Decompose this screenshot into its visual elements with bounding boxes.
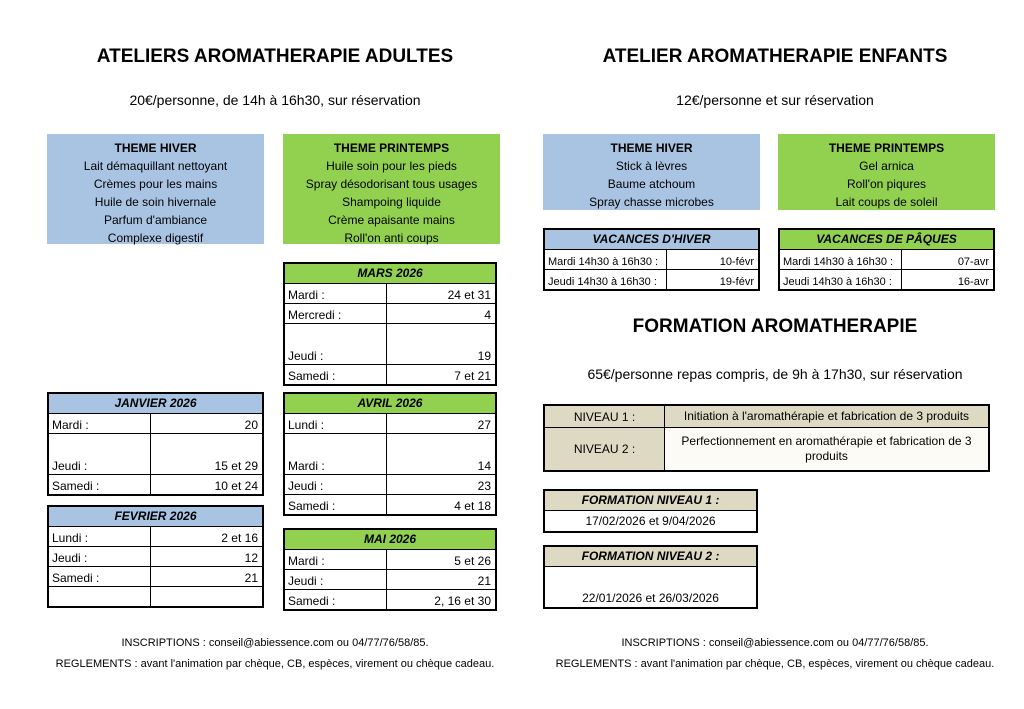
kids-title: ATELIER AROMATHERAPIE ENFANTS [602, 46, 948, 67]
table-row: Mardi : 20 [49, 414, 262, 434]
table-row: Mardi 14h30 à 16h30 : 07-avr [780, 250, 993, 270]
theme-item: Lait démaquillant nettoyant [83, 159, 228, 173]
table-header: VACANCES DE PÂQUES [780, 230, 993, 250]
theme-item: Crèmes pour les mains [93, 177, 218, 191]
table-header: AVRIL 2026 [285, 394, 495, 414]
table-row: Samedi : 4 et 18 [285, 495, 495, 514]
theme-hiver-title: THEME HIVER [114, 141, 197, 155]
niveau-1-row [545, 406, 988, 428]
table-fevrier-2026 [47, 505, 264, 608]
niveau-1-description: Initiation à l'aromathérapie et fabrication de 3 produits [665, 406, 988, 427]
table-row: Mardi : 14 [285, 434, 495, 475]
formation-niveau-1-header: FORMATION NIVEAU 1 : [545, 491, 756, 511]
theme-item: Lait coups de soleil [835, 195, 938, 209]
table-row: Jeudi 14h30 à 16h30 : 16-avr [780, 270, 993, 289]
table-row: Jeudi : 15 et 29 [49, 434, 262, 475]
reglements-line: REGLEMENTS : avant l'animation par chèque, CB, espèces, virement ou chèque cadeau. [555, 658, 995, 670]
table-vacances-paques [778, 228, 995, 291]
kids-subtitle: 12€/personne et sur réservation [676, 92, 874, 108]
table-row: Mardi 14h30 à 16h30 : 10-févr [545, 250, 758, 270]
theme-item: Crème apaisante mains [328, 213, 455, 227]
kids-theme-hiver-box [543, 134, 760, 210]
table-header: MARS 2026 [285, 264, 495, 284]
table-row: Samedi : 10 et 24 [49, 475, 262, 494]
table-row: Jeudi : 12 [49, 547, 262, 567]
table-row: Mardi : 24 et 31 [285, 284, 495, 304]
kids-footer [540, 633, 1010, 675]
theme-item: Shampoing liquide [342, 195, 441, 209]
formation-subtitle: 65€/personne repas compris, de 9h à 17h30, sur réservation [587, 366, 963, 382]
theme-item: Spray chasse microbes [589, 195, 714, 209]
theme-item: Huile soin pour les pieds [326, 159, 457, 173]
adults-theme-printemps-box [283, 134, 500, 244]
adults-title: ATELIERS AROMATHERAPIE ADULTES [96, 46, 454, 67]
niveau-1-label: NIVEAU 1 : [545, 406, 665, 427]
table-header: MAI 2026 [285, 530, 495, 550]
formation-niveau-2-box [543, 545, 758, 609]
inscriptions-line: INSCRIPTIONS : conseil@abiessence.com ou 04/77/76/58/85. [621, 637, 929, 649]
formation-niveau-2-dates: 22/01/2026 et 26/03/2026 [545, 567, 756, 607]
formation-niveau-1-dates: 17/02/2026 et 9/04/2026 [545, 511, 756, 531]
formation-title: FORMATION AROMATHERAPIE [632, 316, 918, 337]
table-row: Lundi : 2 et 16 [49, 527, 262, 547]
table-vacances-hiver [543, 228, 760, 291]
theme-printemps-title: THEME PRINTEMPS [828, 141, 945, 155]
adults-subtitle: 20€/personne, de 14h à 16h30, sur réservation [129, 92, 421, 108]
formation-niveau-2-header: FORMATION NIVEAU 2 : [545, 547, 756, 567]
theme-item: Huile de soin hivernale [94, 195, 217, 209]
table-row: Samedi : 2, 16 et 30 [285, 590, 495, 609]
theme-item: Parfum d'ambiance [103, 213, 207, 227]
table-row: Jeudi : 19 [285, 324, 495, 365]
theme-item: Stick à lèvres [615, 159, 688, 173]
niveau-2-row [545, 428, 988, 470]
table-avril-2026 [283, 392, 497, 516]
niveau-2-label: NIVEAU 2 : [545, 428, 665, 470]
table-row: Jeudi 14h30 à 16h30 : 19-févr [545, 270, 758, 289]
table-row-empty [49, 587, 262, 606]
table-mai-2026 [283, 528, 497, 611]
theme-item: Roll'on anti coups [344, 231, 439, 245]
table-header: VACANCES D'HIVER [545, 230, 758, 250]
table-row: Samedi : 21 [49, 567, 262, 587]
theme-printemps-title: THEME PRINTEMPS [333, 141, 450, 155]
niveau-2-description: Perfectionnement en aromathérapie et fabrication de 3 produits [665, 428, 988, 470]
reglements-line: REGLEMENTS : avant l'animation par chèque, CB, espèces, virement ou chèque cadeau. [55, 658, 495, 670]
table-row: Samedi : 7 et 21 [285, 365, 495, 384]
table-row: Mardi : 5 et 26 [285, 550, 495, 570]
inscriptions-line: INSCRIPTIONS : conseil@abiessence.com ou 04/77/76/58/85. [121, 637, 429, 649]
theme-item: Gel arnica [859, 159, 914, 173]
kids-theme-printemps-box [778, 134, 995, 210]
theme-item: Complexe digestif [107, 231, 204, 245]
theme-item: Baume atchoum [607, 177, 696, 191]
adults-theme-hiver-box [47, 134, 264, 244]
formation-niveau-1-box [543, 489, 758, 533]
table-row: Lundi : 27 [285, 414, 495, 434]
theme-hiver-title: THEME HIVER [610, 141, 693, 155]
table-mars-2026 [283, 262, 497, 386]
table-janvier-2026 [47, 392, 264, 496]
table-row: Jeudi : 23 [285, 475, 495, 495]
table-header: JANVIER 2026 [49, 394, 262, 414]
table-row: Jeudi : 21 [285, 570, 495, 590]
theme-item: Spray désodorisant tous usages [305, 177, 478, 191]
table-header: FEVRIER 2026 [49, 507, 262, 527]
table-niveaux [543, 404, 990, 472]
adults-footer [40, 633, 510, 675]
theme-item: Roll'on piqures [846, 177, 926, 191]
table-row: Mercredi : 4 [285, 304, 495, 324]
